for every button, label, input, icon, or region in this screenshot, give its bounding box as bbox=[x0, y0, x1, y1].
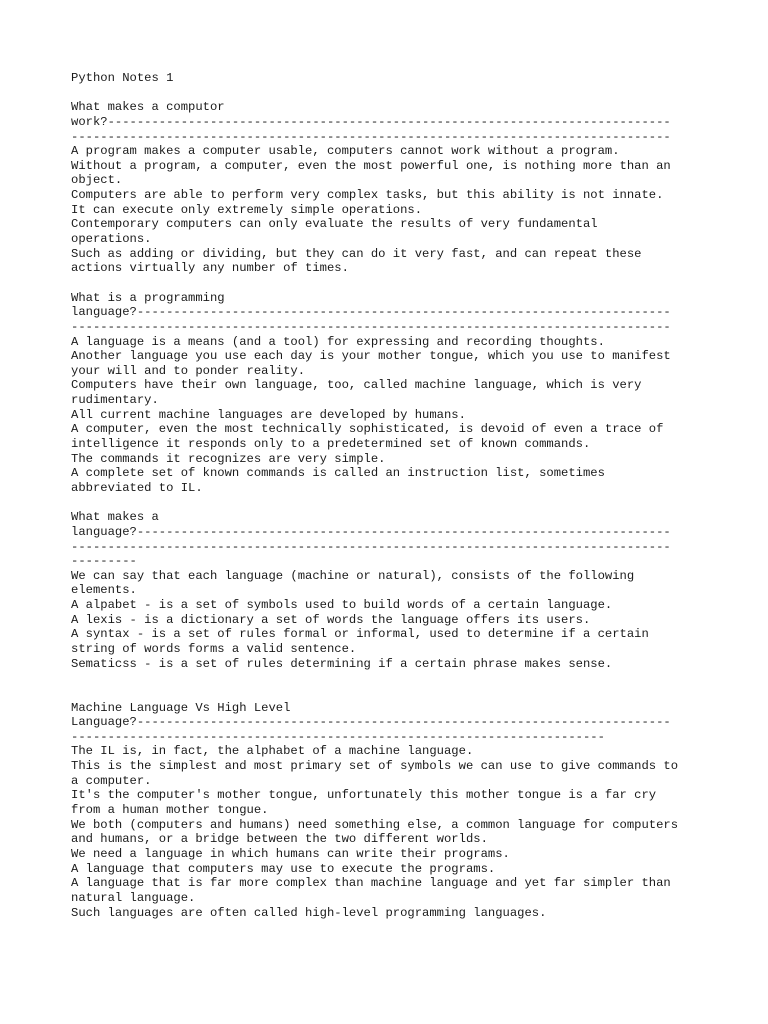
document-page bbox=[71, 71, 701, 935]
section-computer-work bbox=[71, 100, 701, 276]
section-heading: Machine Language Vs High Level bbox=[71, 700, 291, 715]
text-line: intelligence it responds only to a predetermined set of known commands. bbox=[71, 437, 591, 452]
text-line: ---------------------------------------------------------------------------------- bbox=[71, 129, 671, 144]
text-line: Such languages are often called high-level programming languages. bbox=[71, 905, 547, 920]
text-line: a computer. bbox=[71, 773, 152, 788]
text-line: natural language. bbox=[71, 890, 196, 905]
text-line: and humans, or a bridge between the two different worlds. bbox=[71, 832, 488, 847]
document-title: Python Notes 1 bbox=[71, 71, 174, 85]
text-line: A computer, even the most technically sophisticated, is devoid of even a trace of bbox=[71, 422, 664, 437]
text-line: We can say that each language (machine or natural), consists of the following bbox=[71, 568, 635, 583]
text-line: Computers have their own language, too, called machine language, which is very bbox=[71, 378, 642, 393]
text-line: A language that computers may use to execute the programs. bbox=[71, 861, 496, 876]
section-heading: What is a programming bbox=[71, 290, 225, 305]
text-line: ------------------------------------------------------------------------- bbox=[71, 729, 605, 744]
text-line: Sematicss - is a set of rules determining if a certain phrase makes sense. bbox=[71, 656, 613, 671]
text-line: Another language you use each day is your mother tongue, which you use to manifest bbox=[71, 349, 671, 364]
text-line: All current machine languages are developed by humans. bbox=[71, 407, 466, 422]
text-line: It can execute only extremely simple operations. bbox=[71, 202, 423, 217]
text-line: elements. bbox=[71, 583, 137, 598]
section-heading: What makes a bbox=[71, 510, 159, 525]
section-programming-language bbox=[71, 291, 701, 496]
section-what-makes-language bbox=[71, 510, 701, 671]
text-line: work?----------------------------------------------------------------------------- bbox=[71, 114, 671, 129]
text-line: from a human mother tongue. bbox=[71, 803, 269, 818]
text-line: A program makes a computer usable, computers cannot work without a program. bbox=[71, 144, 620, 159]
text-line: This is the simplest and most primary set of symbols we can use to give commands to bbox=[71, 759, 679, 774]
text-line: Language?------------------------------------------------------------------------- bbox=[71, 715, 671, 730]
text-line: rudimentary. bbox=[71, 393, 159, 408]
text-line: your will and to ponder reality. bbox=[71, 363, 306, 378]
section-heading: What makes a computor bbox=[71, 100, 225, 115]
text-line: We both (computers and humans) need something else, a common language for computers bbox=[71, 817, 679, 832]
text-line: A language is a means (and a tool) for expressing and recording thoughts. bbox=[71, 334, 605, 349]
text-line: operations. bbox=[71, 232, 152, 247]
document-body bbox=[71, 100, 701, 920]
text-line: We need a language in which humans can write their programs. bbox=[71, 846, 510, 861]
text-line: language?------------------------------------------------------------------------- bbox=[71, 305, 671, 320]
text-line: A complete set of known commands is called an instruction list, sometimes bbox=[71, 466, 605, 481]
text-line: The commands it recognizes are very simple. bbox=[71, 451, 386, 466]
text-line: Such as adding or dividing, but they can do it very fast, and can repeat these bbox=[71, 246, 642, 261]
text-line: language?------------------------------------------------------------------------- bbox=[71, 524, 671, 539]
text-line: A alpabet - is a set of symbols used to build words of a certain language. bbox=[71, 598, 613, 613]
text-line: It's the computer's mother tongue, unfortunately this mother tongue is a far cry bbox=[71, 788, 657, 803]
section-machine-vs-high-level bbox=[71, 701, 701, 921]
text-line: ---------------------------------------------------------------------------------- bbox=[71, 539, 671, 554]
text-line: Contemporary computers can only evaluate the results of very fundamental bbox=[71, 217, 598, 232]
text-line: --------- bbox=[71, 554, 137, 569]
text-line: Without a program, a computer, even the most powerful one, is nothing more than an bbox=[71, 158, 671, 173]
text-line: Computers are able to perform very complex tasks, but this ability is not innate. bbox=[71, 188, 664, 203]
text-line: string of words forms a valid sentence. bbox=[71, 641, 357, 656]
text-line: A syntax - is a set of rules formal or informal, used to determine if a certain bbox=[71, 627, 649, 642]
text-line: The IL is, in fact, the alphabet of a machine language. bbox=[71, 744, 474, 759]
text-line: actions virtually any number of times. bbox=[71, 261, 349, 276]
text-line: object. bbox=[71, 173, 123, 188]
text-line: abbreviated to IL. bbox=[71, 480, 203, 495]
text-line: A lexis - is a dictionary a set of words the language offers its users. bbox=[71, 612, 591, 627]
text-line: ---------------------------------------------------------------------------------- bbox=[71, 319, 671, 334]
text-line: A language that is far more complex than machine language and yet far simpler than bbox=[71, 876, 671, 891]
